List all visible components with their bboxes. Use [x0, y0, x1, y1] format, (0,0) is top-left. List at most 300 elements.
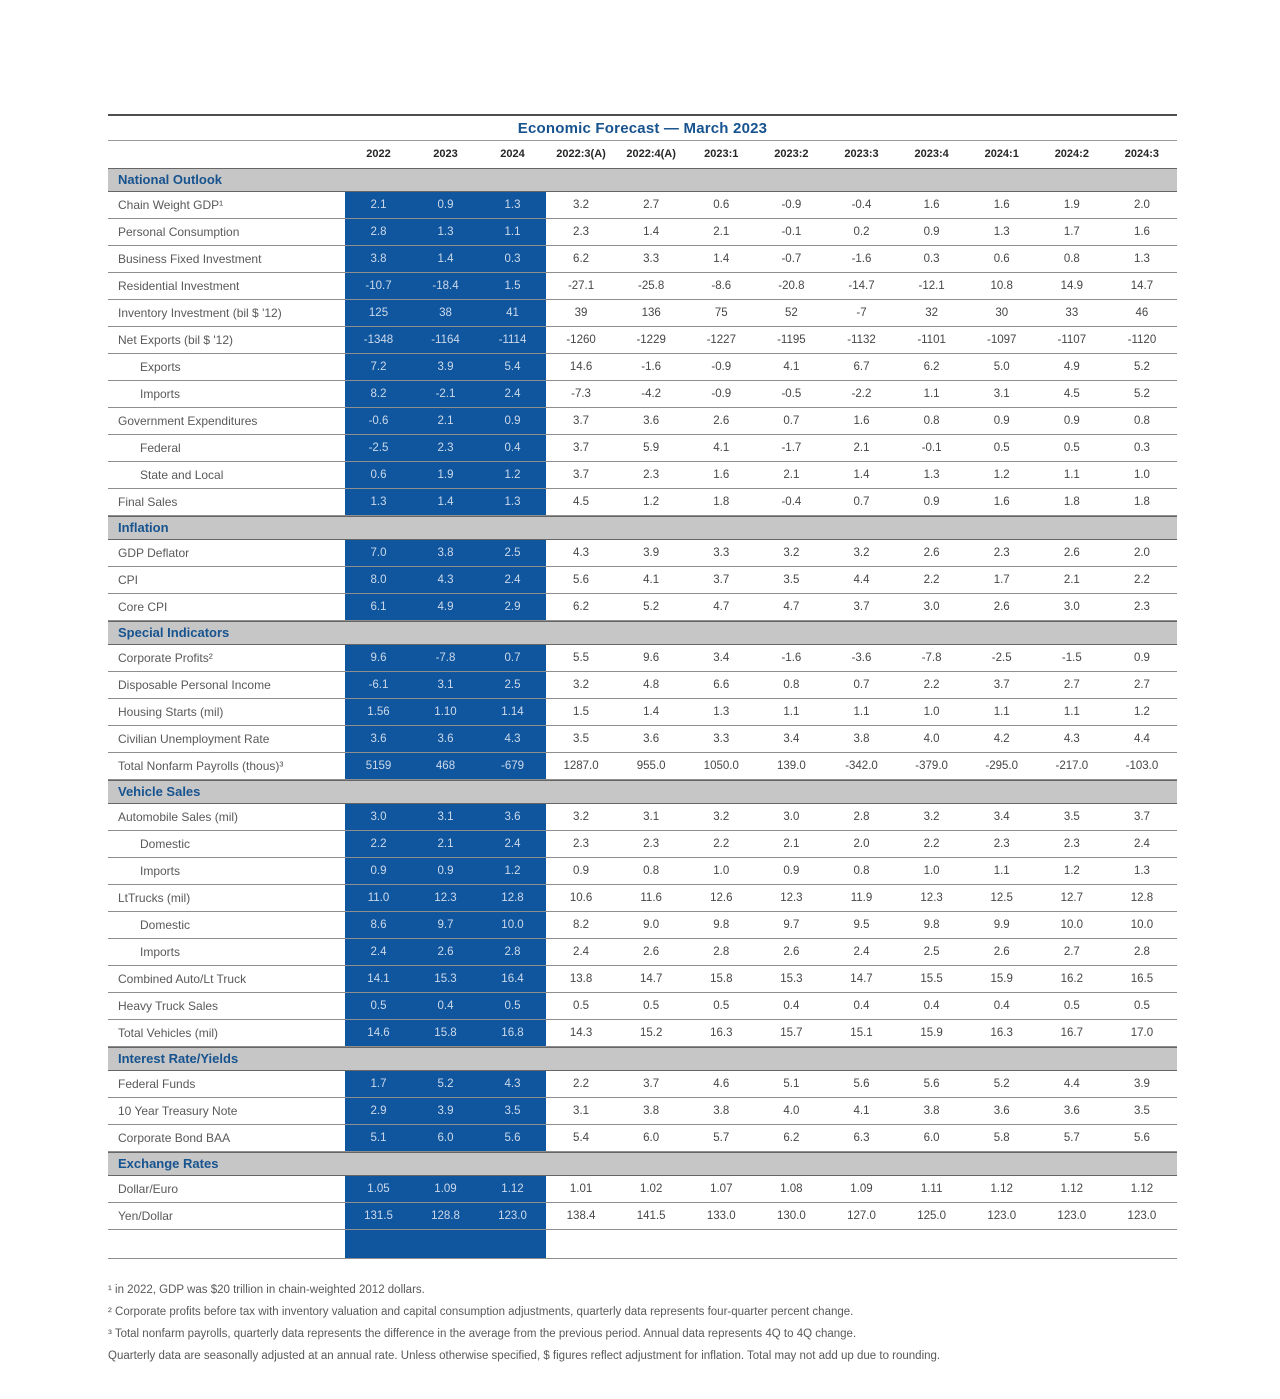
page-title: Economic Forecast — March 2023 — [517, 120, 768, 137]
cell: 2.7 — [1063, 679, 1080, 691]
cell: 6.7 — [853, 361, 870, 373]
cell: 38 — [412, 300, 479, 326]
cell — [479, 1230, 546, 1258]
column-header-2024:2: 2024:2 — [1054, 148, 1089, 160]
cell: 1.1 — [783, 706, 800, 718]
cell: 12.3 — [412, 885, 479, 911]
cell: 3.8 — [923, 1105, 940, 1117]
cell: 1287.0 — [563, 760, 599, 772]
row-label: Yen/Dollar — [118, 1209, 173, 1223]
cell: 7.2 — [345, 354, 412, 380]
cell: -1114 — [479, 327, 546, 353]
cell: 2.3 — [573, 226, 590, 238]
table-row — [108, 594, 1177, 621]
cell: 0.9 — [573, 865, 590, 877]
forecast-document — [108, 114, 1177, 1367]
cell: -4.2 — [641, 388, 662, 400]
section-header — [108, 780, 1177, 804]
cell: 2.0 — [853, 838, 870, 850]
cell: 4.0 — [923, 733, 940, 745]
column-header-2022:3(A): 2022:3(A) — [556, 148, 606, 160]
cell: 130.0 — [776, 1210, 806, 1222]
section-title: Interest Rate/Yields — [118, 1051, 239, 1066]
cell: 3.2 — [573, 679, 590, 691]
cell: 1.09 — [412, 1176, 479, 1202]
table-row — [108, 726, 1177, 753]
cell: 0.9 — [923, 226, 940, 238]
row-label — [108, 1230, 345, 1258]
table-row — [108, 645, 1177, 672]
cell: 3.2 — [573, 811, 590, 823]
cell: -1195 — [777, 334, 806, 346]
cell: 3.9 — [412, 354, 479, 380]
cell: 5.6 — [853, 1078, 870, 1090]
cell: 2.6 — [1063, 547, 1080, 559]
table-row — [108, 939, 1177, 966]
cell: 6.1 — [345, 594, 412, 620]
cell: 125 — [345, 300, 412, 326]
cell: 1.4 — [713, 253, 730, 265]
cell: 1.0 — [923, 865, 940, 877]
section-header — [108, 1047, 1177, 1071]
cell: 3.6 — [345, 726, 412, 752]
cell: 1.2 — [993, 469, 1010, 481]
cell: 14.1 — [345, 966, 412, 992]
cell: 0.7 — [783, 415, 800, 427]
cell: 4.7 — [713, 601, 730, 613]
cell: 1.6 — [993, 199, 1010, 211]
section-header — [108, 621, 1177, 645]
cell: 1.1 — [853, 706, 870, 718]
cell: 5.4 — [573, 1132, 590, 1144]
cell: 2.4 — [479, 381, 546, 407]
cell: 0.5 — [1133, 1000, 1150, 1012]
cell: 4.9 — [1063, 361, 1080, 373]
cell: 3.1 — [993, 388, 1010, 400]
cell: 9.8 — [713, 919, 730, 931]
cell: 3.6 — [643, 415, 660, 427]
cell: 2.4 — [345, 939, 412, 965]
column-header-2022: 2022 — [366, 148, 391, 160]
cell: 9.8 — [923, 919, 940, 931]
cell: 2.9 — [479, 594, 546, 620]
cell: -27.1 — [567, 280, 595, 292]
cell: 2.7 — [1133, 679, 1150, 691]
cell: 3.4 — [783, 733, 800, 745]
cell: 6.0 — [643, 1132, 660, 1144]
cell: 2.1 — [783, 838, 800, 850]
cell: 3.7 — [853, 601, 870, 613]
table-row — [108, 540, 1177, 567]
forecast-table-body — [108, 168, 1177, 1259]
table-row — [108, 1020, 1177, 1047]
table-row — [108, 354, 1177, 381]
cell: 75 — [714, 307, 728, 319]
cell: 133.0 — [706, 1210, 736, 1222]
section-title: Special Indicators — [118, 625, 230, 640]
cell: 3.5 — [783, 574, 800, 586]
cell: 5.6 — [573, 574, 590, 586]
cell: 3.2 — [783, 547, 800, 559]
section-title: Inflation — [118, 520, 169, 535]
column-header-2022:4(A): 2022:4(A) — [626, 148, 676, 160]
cell: 3.7 — [993, 679, 1010, 691]
row-label: Net Exports (bil $ '12) — [118, 333, 234, 347]
cell: 52 — [784, 307, 798, 319]
cell: 1.0 — [1133, 469, 1150, 481]
cell: -0.5 — [781, 388, 802, 400]
cell: 9.6 — [643, 652, 660, 664]
cell: 16.5 — [1130, 973, 1154, 985]
cell: 1.12 — [990, 1183, 1013, 1195]
cell: 1.6 — [853, 415, 870, 427]
row-label: Disposable Personal Income — [118, 678, 271, 692]
cell: 6.2 — [573, 601, 590, 613]
cell: 8.2 — [573, 919, 590, 931]
cell: 17.0 — [1130, 1027, 1154, 1039]
table-row — [108, 408, 1177, 435]
cell: 3.2 — [853, 547, 870, 559]
section-title: Exchange Rates — [118, 1156, 219, 1171]
cell: -25.8 — [638, 280, 665, 292]
cell: 2.1 — [412, 831, 479, 857]
cell: 14.9 — [1060, 280, 1084, 292]
cell: 9.7 — [412, 912, 479, 938]
cell: 4.3 — [479, 1071, 546, 1097]
cell: 16.4 — [479, 966, 546, 992]
cell: 33 — [1065, 307, 1079, 319]
cell — [897, 1230, 967, 1258]
row-label: Imports — [140, 387, 181, 401]
cell: 0.4 — [923, 1000, 940, 1012]
cell: 6.3 — [853, 1132, 870, 1144]
cell: -3.6 — [851, 652, 872, 664]
row-label: GDP Deflator — [118, 546, 190, 560]
cell: 3.5 — [1133, 1105, 1150, 1117]
cell: 2.3 — [643, 838, 660, 850]
cell: 2.4 — [1133, 838, 1150, 850]
table-row — [108, 1125, 1177, 1152]
cell: 15.3 — [412, 966, 479, 992]
cell: 2.8 — [479, 939, 546, 965]
cell: -1120 — [1127, 334, 1157, 346]
table-row — [108, 831, 1177, 858]
row-label: Heavy Truck Sales — [118, 999, 219, 1013]
cell: 6.2 — [923, 361, 940, 373]
cell: 4.4 — [853, 574, 870, 586]
section-header — [108, 516, 1177, 540]
cell: 2.2 — [573, 1078, 590, 1090]
cell: 4.0 — [783, 1105, 800, 1117]
cell: 3.8 — [345, 246, 412, 272]
cell: -7 — [856, 307, 867, 319]
cell: 2.4 — [479, 831, 546, 857]
cell: 1.9 — [1063, 199, 1080, 211]
cell: 8.0 — [345, 567, 412, 593]
row-label: Government Expenditures — [118, 414, 258, 428]
row-label: Housing Starts (mil) — [118, 705, 224, 719]
footnote-4: Quarterly data are seasonally adjusted at an annual rate. Unless otherwise specified, $ figures reflect adjustment for inflation. Total may not add up due to rounding. — [108, 1350, 941, 1362]
cell: 12.3 — [780, 892, 803, 904]
cell: 10.0 — [479, 912, 546, 938]
cell: 4.1 — [853, 1105, 870, 1117]
cell: 0.4 — [479, 435, 546, 461]
cell: 1.1 — [993, 706, 1010, 718]
cell: 127.0 — [847, 1210, 876, 1222]
cell: 468 — [412, 753, 479, 779]
cell: 1.12 — [1130, 1183, 1154, 1195]
table-row — [108, 381, 1177, 408]
cell: -20.8 — [778, 280, 805, 292]
cell: 0.3 — [923, 253, 940, 265]
cell: 3.5 — [573, 733, 590, 745]
cell: 2.4 — [479, 567, 546, 593]
cell: 12.3 — [920, 892, 943, 904]
cell: 16.8 — [479, 1020, 546, 1046]
cell: 123.0 — [1127, 1210, 1157, 1222]
cell: 2.5 — [479, 672, 546, 698]
table-row — [108, 300, 1177, 327]
cell: 1.3 — [479, 192, 546, 218]
row-label: Combined Auto/Lt Truck — [118, 972, 247, 986]
cell: 1.8 — [1063, 496, 1080, 508]
table-row — [108, 489, 1177, 516]
cell: 5.7 — [713, 1132, 730, 1144]
cell — [412, 1230, 479, 1258]
cell: 4.5 — [1063, 388, 1080, 400]
cell: 5.6 — [923, 1078, 940, 1090]
cell: 3.7 — [573, 442, 590, 454]
cell: 6.0 — [412, 1125, 479, 1151]
cell: -1107 — [1057, 334, 1087, 346]
cell: -0.1 — [921, 442, 942, 454]
cell: -0.6 — [345, 408, 412, 434]
footnote-1: ¹ in 2022, GDP was $20 trillion in chain-weighted 2012 dollars. — [108, 1284, 425, 1296]
cell: 1.6 — [993, 496, 1010, 508]
cell: 4.6 — [713, 1078, 730, 1090]
cell: 141.5 — [636, 1210, 666, 1222]
cell: 15.9 — [920, 1027, 943, 1039]
cell: 3.7 — [713, 574, 730, 586]
cell: -1.6 — [781, 652, 802, 664]
cell: -0.4 — [851, 199, 872, 211]
cell: 0.7 — [853, 496, 870, 508]
cell: 16.3 — [990, 1027, 1013, 1039]
table-row — [108, 567, 1177, 594]
column-header-2023:1: 2023:1 — [704, 148, 739, 160]
cell: 3.6 — [479, 804, 546, 830]
cell: 0.8 — [1133, 415, 1150, 427]
cell: 5.2 — [412, 1071, 479, 1097]
cell: 0.6 — [345, 462, 412, 488]
cell: 5.0 — [993, 361, 1010, 373]
cell: 125.0 — [917, 1210, 946, 1222]
cell: 1.7 — [345, 1071, 412, 1097]
cell: 5.7 — [1063, 1132, 1080, 1144]
cell: 1.12 — [1060, 1183, 1084, 1195]
cell: 3.4 — [993, 811, 1010, 823]
table-row — [108, 327, 1177, 354]
cell: 2.3 — [993, 838, 1010, 850]
cell — [616, 1230, 686, 1258]
cell: 2.5 — [923, 946, 940, 958]
cell: 1.7 — [993, 574, 1010, 586]
row-label: Total Nonfarm Payrolls (thous)³ — [118, 759, 284, 773]
cell: 2.9 — [345, 1098, 412, 1124]
cell: 0.5 — [345, 993, 412, 1019]
cell: 2.8 — [853, 811, 870, 823]
cell: 4.5 — [573, 496, 590, 508]
cell: 0.5 — [573, 1000, 590, 1012]
cell: -295.0 — [985, 760, 1019, 772]
cell: 10.8 — [990, 280, 1013, 292]
cell: 1.7 — [1063, 226, 1080, 238]
cell: -1.6 — [641, 361, 662, 373]
cell: 5.5 — [573, 652, 590, 664]
cell: 10.0 — [1060, 919, 1084, 931]
section-header — [108, 1152, 1177, 1176]
cell: 2.6 — [713, 415, 730, 427]
cell: 1.11 — [920, 1183, 943, 1195]
cell: 7.0 — [345, 540, 412, 566]
cell: 4.3 — [412, 567, 479, 593]
table-title-row — [108, 114, 1177, 141]
cell: 2.7 — [1063, 946, 1080, 958]
cell: 4.2 — [993, 733, 1010, 745]
cell: 2.2 — [923, 838, 940, 850]
cell: 2.4 — [573, 946, 590, 958]
cell: 2.6 — [923, 547, 940, 559]
cell: 3.7 — [1133, 811, 1150, 823]
cell: 1.4 — [853, 469, 870, 481]
cell: 2.2 — [345, 831, 412, 857]
cell: 4.3 — [573, 547, 590, 559]
cell: 9.9 — [993, 919, 1010, 931]
cell: 0.9 — [412, 858, 479, 884]
cell: -1348 — [345, 327, 412, 353]
cell: 10.6 — [569, 892, 593, 904]
cell: 2.1 — [713, 226, 730, 238]
cell: 41 — [479, 300, 546, 326]
cell: 2.1 — [853, 442, 870, 454]
cell: -1164 — [412, 327, 479, 353]
cell: 3.7 — [573, 415, 590, 427]
cell: 6.0 — [923, 1132, 940, 1144]
cell: 12.5 — [990, 892, 1013, 904]
cell: 1050.0 — [703, 760, 739, 772]
cell: 32 — [925, 307, 938, 319]
cell: 1.2 — [1063, 865, 1080, 877]
cell: -342.0 — [845, 760, 878, 772]
cell: 1.09 — [850, 1183, 873, 1195]
cell: 0.3 — [479, 246, 546, 272]
cell — [345, 1230, 412, 1258]
cell: 0.9 — [479, 408, 546, 434]
row-label: Automobile Sales (mil) — [118, 810, 239, 824]
cell: -0.4 — [781, 496, 802, 508]
cell: 0.9 — [783, 865, 800, 877]
cell: 2.2 — [923, 679, 940, 691]
cell: 5.2 — [1133, 361, 1150, 373]
cell: 1.4 — [412, 246, 479, 272]
cell: 123.0 — [987, 1210, 1017, 1222]
table-row — [108, 804, 1177, 831]
cell: 0.8 — [643, 865, 660, 877]
cell: -8.6 — [711, 280, 732, 292]
table-row — [108, 1098, 1177, 1125]
cell: 1.10 — [412, 699, 479, 725]
cell: 2.6 — [412, 939, 479, 965]
cell: 6.2 — [573, 253, 590, 265]
cell: 2.6 — [993, 601, 1010, 613]
cell: -1.6 — [851, 253, 872, 265]
cell: 1.6 — [713, 469, 730, 481]
cell: 0.7 — [853, 679, 870, 691]
cell: 2.1 — [412, 408, 479, 434]
cell: 0.5 — [993, 442, 1010, 454]
cell: -217.0 — [1055, 760, 1089, 772]
table-row — [108, 273, 1177, 300]
cell: -6.1 — [345, 672, 412, 698]
cell: 5.2 — [1133, 388, 1150, 400]
cell — [967, 1230, 1037, 1258]
cell: 2.8 — [345, 219, 412, 245]
cell: 4.9 — [412, 594, 479, 620]
cell: 14.7 — [850, 973, 873, 985]
cell: 9.6 — [345, 645, 412, 671]
cell: 0.9 — [923, 496, 940, 508]
column-header-2023:4: 2023:4 — [914, 148, 949, 160]
cell: -103.0 — [1125, 760, 1159, 772]
cell: 1.5 — [479, 273, 546, 299]
cell: 1.05 — [345, 1176, 412, 1202]
cell: 1.9 — [412, 462, 479, 488]
row-label: State and Local — [140, 468, 224, 482]
cell: 2.2 — [713, 838, 730, 850]
table-row — [108, 1203, 1177, 1230]
cell: 39 — [574, 307, 588, 319]
cell: -0.9 — [711, 361, 732, 373]
table-row — [108, 699, 1177, 726]
cell: -1.5 — [1061, 652, 1082, 664]
cell: 4.3 — [1063, 733, 1080, 745]
table-row — [108, 1071, 1177, 1098]
column-header-2023:2: 2023:2 — [774, 148, 809, 160]
cell: 3.6 — [643, 733, 660, 745]
cell: 123.0 — [479, 1203, 546, 1229]
cell: 4.1 — [783, 361, 800, 373]
cell: 15.8 — [412, 1020, 479, 1046]
section-title: National Outlook — [118, 172, 222, 187]
cell: 4.1 — [643, 574, 660, 586]
row-label: Imports — [140, 945, 181, 959]
cell: 5.1 — [345, 1125, 412, 1151]
table-row — [108, 192, 1177, 219]
table-row — [108, 246, 1177, 273]
column-header-2023: 2023 — [433, 148, 458, 160]
cell: 3.8 — [643, 1105, 660, 1117]
cell: 46 — [1135, 307, 1149, 319]
cell: 0.8 — [923, 415, 940, 427]
row-label: Business Fixed Investment — [118, 252, 262, 266]
cell: 1.3 — [412, 219, 479, 245]
cell: 15.7 — [780, 1027, 803, 1039]
cell: 9.7 — [783, 919, 800, 931]
cell: -2.5 — [991, 652, 1012, 664]
cell: 0.9 — [1063, 415, 1080, 427]
cell: 1.08 — [780, 1183, 803, 1195]
cell: -2.1 — [412, 381, 479, 407]
